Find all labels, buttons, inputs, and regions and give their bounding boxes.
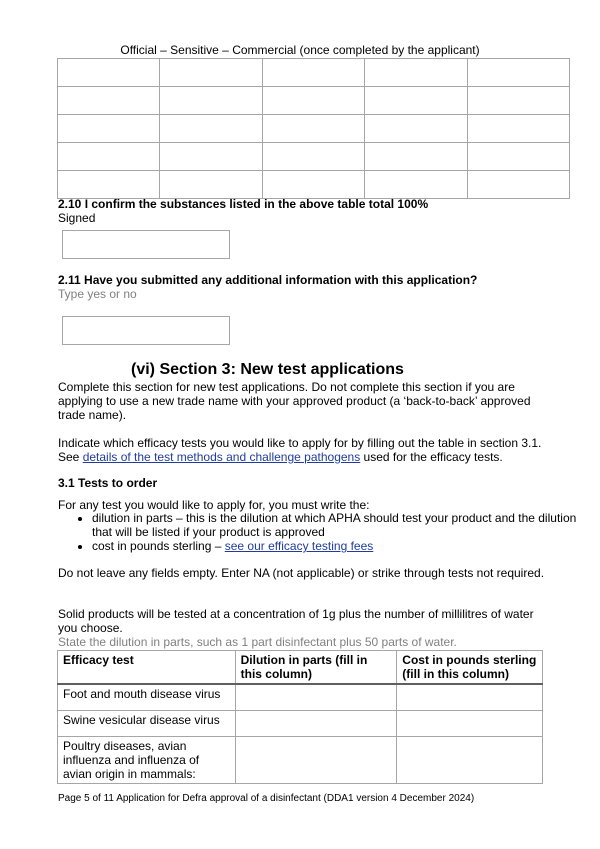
substance-cell[interactable] — [262, 115, 364, 143]
substance-cell[interactable] — [262, 171, 364, 199]
dilution-input-cell[interactable] — [235, 684, 397, 710]
dilution-input-cell[interactable] — [235, 710, 397, 736]
substance-cell[interactable] — [58, 171, 160, 199]
substance-cell[interactable] — [467, 171, 569, 199]
dilution-hint: State the dilution in parts, such as 1 part disinfectant plus 50 parts of water. — [58, 635, 457, 649]
solid-products-note: Solid products will be tested at a concentration of 1g plus the number of millilitres of water you choose. — [58, 607, 534, 635]
yes-no-hint: Type yes or no — [58, 287, 137, 301]
substances-table — [57, 58, 570, 199]
substance-cell[interactable] — [58, 115, 160, 143]
signed-input[interactable] — [62, 230, 230, 259]
test-name-cell: Foot and mouth disease virus — [58, 684, 236, 710]
indicate-text-post: used for the efficacy tests. — [360, 450, 503, 464]
section-3-heading: (vi) Section 3: New test applications — [131, 361, 404, 378]
indicate-tests-paragraph — [58, 436, 548, 464]
column-header-efficacy-test: Efficacy test — [58, 651, 236, 685]
cost-input-cell[interactable] — [397, 684, 543, 710]
cost-bullet — [92, 539, 582, 553]
substance-cell[interactable] — [262, 143, 364, 171]
column-header-dilution: Dilution in parts (fill in this column) — [235, 651, 397, 685]
table-row — [58, 710, 543, 736]
substance-cell[interactable] — [365, 115, 467, 143]
cost-input-cell[interactable] — [397, 710, 543, 736]
substance-row — [58, 87, 570, 115]
requirements-list — [58, 511, 582, 553]
substance-cell[interactable] — [58, 59, 160, 87]
substance-cell[interactable] — [160, 143, 262, 171]
substance-cell[interactable] — [365, 59, 467, 87]
substance-cell[interactable] — [160, 171, 262, 199]
classification-header: Official – Sensitive – Commercial (once completed by the applicant) — [120, 43, 480, 57]
tests-to-order-heading: 3.1 Tests to order — [58, 476, 158, 490]
substance-cell[interactable] — [58, 87, 160, 115]
substance-row — [58, 143, 570, 171]
substance-row — [58, 115, 570, 143]
substance-cell[interactable] — [58, 143, 160, 171]
substance-cell[interactable] — [160, 115, 262, 143]
substance-row — [58, 171, 570, 199]
substance-cell[interactable] — [160, 87, 262, 115]
test-name-cell: Swine vesicular disease virus — [58, 710, 236, 736]
question-2-10-title: 2.10 I confirm the substances listed in the above table total 100% — [58, 197, 429, 211]
cost-bullet-text: cost in pounds sterling – — [92, 539, 225, 553]
must-write-text: For any test you would like to apply for, you must write the: — [58, 498, 370, 512]
substance-row — [58, 59, 570, 87]
substance-cell[interactable] — [467, 115, 569, 143]
column-header-cost: Cost in pounds sterling (fill in this column) — [397, 651, 543, 685]
empty-fields-note: Do not leave any fields empty. Enter NA (not applicable) or strike through tests not required. — [58, 566, 545, 580]
dilution-input-cell[interactable] — [235, 736, 397, 783]
substance-cell[interactable] — [467, 143, 569, 171]
efficacy-table-header-row — [58, 651, 543, 685]
indicate-text-pre: Indicate which efficacy tests you would like to apply for by filling out the table in section 3.1. See — [58, 436, 542, 464]
test-name-cell: Poultry diseases, avian influenza and influenza of avian origin in mammals: — [58, 736, 236, 783]
substance-cell[interactable] — [262, 87, 364, 115]
additional-info-input[interactable] — [62, 316, 230, 345]
substance-cell[interactable] — [160, 59, 262, 87]
signed-label: Signed — [58, 211, 96, 225]
substance-cell[interactable] — [262, 59, 364, 87]
substance-cell[interactable] — [365, 171, 467, 199]
efficacy-table — [57, 650, 543, 784]
substance-cell[interactable] — [365, 143, 467, 171]
page-footer: Page 5 of 11 Application for Defra approval of a disinfectant (DDA1 version 4 December 2024) — [58, 793, 475, 804]
table-row — [58, 684, 543, 710]
substance-cell[interactable] — [467, 59, 569, 87]
test-methods-link[interactable]: details of the test methods and challenge pathogens — [82, 450, 361, 464]
substance-cell[interactable] — [467, 87, 569, 115]
section-3-intro: Complete this section for new test applications. Do not complete this section if you are applying to use a new trade name with your approved product (a ‘back-to-back’ approved trade name). — [58, 380, 531, 422]
testing-fees-link[interactable]: see our efficacy testing fees — [224, 539, 374, 553]
dilution-bullet: • dilution in parts – this is the dilution at which APHA should test your product and the dilution that will be listed if your product is approved — [92, 511, 582, 539]
table-row — [58, 736, 543, 783]
question-2-11-title: 2.11 Have you submitted any additional information with this application? — [58, 273, 478, 287]
substance-cell[interactable] — [365, 87, 467, 115]
cost-input-cell[interactable] — [397, 736, 543, 783]
